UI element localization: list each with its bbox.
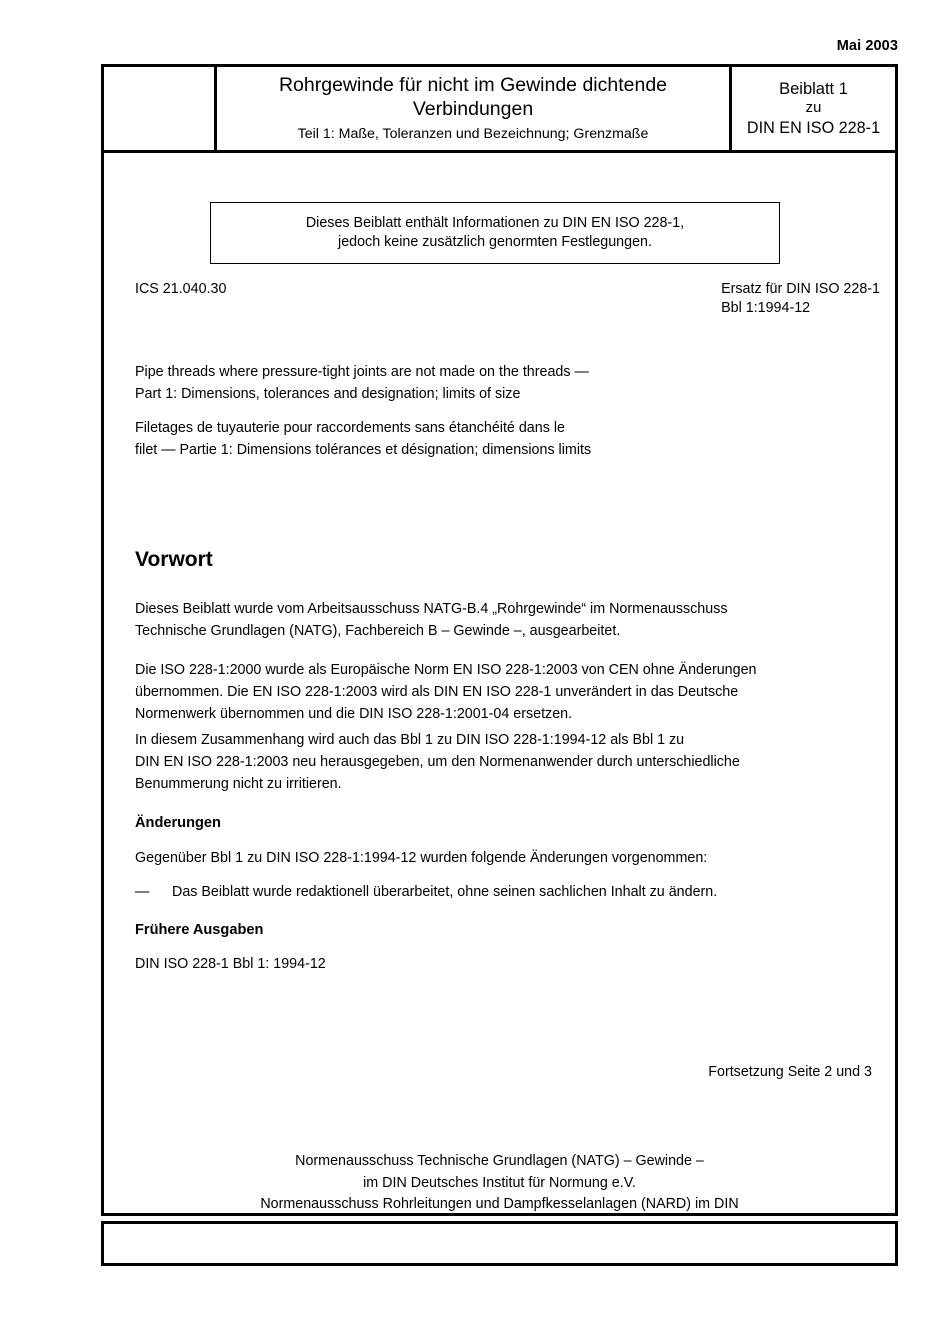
header-logo-cell bbox=[104, 67, 217, 150]
committee-line-1: Normenausschuss Technische Grundlagen (NATG) – Gewinde – bbox=[295, 1153, 704, 1169]
foreword-p1-line2: Technische Grundlagen (NATG), Fachbereich B – Gewinde –, ausgearbeitet. bbox=[135, 623, 621, 640]
supplement-connector: zu bbox=[805, 100, 822, 116]
french-title-line1: Filetages de tuyauterie pour raccordements sans étanchéité dans le bbox=[135, 420, 565, 436]
committee-line-2: im DIN Deutsches Institut für Normung e.V. bbox=[363, 1174, 636, 1191]
english-title-block bbox=[135, 361, 668, 405]
notice-box bbox=[210, 202, 780, 264]
french-title-block bbox=[135, 417, 668, 461]
header-title-line1: Rohrgewinde für nicht im Gewinde dichtende bbox=[278, 73, 668, 96]
foreword-paragraph-2 bbox=[135, 659, 872, 726]
changes-heading: Änderungen bbox=[135, 815, 221, 831]
replaces-line-2: Bbl 1:1994-12 bbox=[721, 300, 811, 316]
changes-bullet-text: Das Beiblatt wurde redaktionell überarbeitet, ohne seinen sachlichen Inhalt zu ändern. bbox=[172, 884, 718, 900]
header-supplement-cell bbox=[732, 67, 895, 150]
standard-header-table bbox=[101, 64, 898, 153]
header-title-cell bbox=[217, 67, 732, 150]
header-subtitle: Teil 1: Maße, Toleranzen und Bezeichnung; Grenzmaße bbox=[297, 125, 649, 142]
header-title-block bbox=[279, 73, 667, 121]
publication-date: Mai 2003 bbox=[836, 38, 898, 54]
foreword-p3-line1: In diesem Zusammenhang wird auch das Bbl 1 zu DIN ISO 228-1:1994-12 als Bbl 1 zu bbox=[135, 732, 685, 748]
foreword-p2-line1: Die ISO 228-1:2000 wurde als Europäische Norm EN ISO 228-1:2003 von CEN ohne Änderungen bbox=[135, 662, 757, 678]
english-title-line1: Pipe threads where pressure-tight joints are not made on the threads — bbox=[135, 364, 589, 380]
foreword-heading: Vorwort bbox=[135, 548, 213, 571]
replaces-block bbox=[721, 280, 880, 318]
foreword-paragraph-3 bbox=[135, 729, 872, 796]
foreword-p3-line3: Benummerung nicht zu irritieren. bbox=[135, 776, 342, 793]
changes-intro: Gegenüber Bbl 1 zu DIN ISO 228-1:1994-12 wurden folgende Änderungen vorgenommen: bbox=[135, 850, 708, 866]
french-title-line2: filet — Partie 1: Dimensions tolérances et désignation; dimensions limits bbox=[135, 442, 592, 458]
committee-footer bbox=[101, 1151, 898, 1216]
notice-line-2: jedoch keine zusätzlich genormten Festlegungen. bbox=[338, 234, 652, 250]
previous-editions-heading: Frühere Ausgaben bbox=[135, 922, 264, 938]
foreword-p3-line2: DIN EN ISO 228-1:2003 neu herausgegeben, um den Normenanwender durch unterschiedliche bbox=[135, 754, 740, 771]
committee-line-3: Normenausschuss Rohrleitungen und Dampfkesselanlagen (NARD) im DIN bbox=[260, 1196, 739, 1212]
english-title-line2: Part 1: Dimensions, tolerances and designation; limits of size bbox=[135, 386, 521, 402]
footer-bar bbox=[101, 1221, 898, 1266]
supplement-label: Beiblatt 1 bbox=[779, 80, 848, 98]
continuation-note: Fortsetzung Seite 2 und 3 bbox=[708, 1064, 872, 1080]
supplement-standard-number: DIN EN ISO 228-1 bbox=[746, 119, 881, 137]
em-dash-bullet-icon: — bbox=[135, 884, 150, 900]
ics-code: ICS 21.040.30 bbox=[135, 281, 227, 297]
notice-line-1: Dieses Beiblatt enthält Informationen zu DIN EN ISO 228-1, bbox=[305, 215, 685, 231]
foreword-p2-line3: Normenwerk übernommen und die DIN ISO 228-1:2001-04 ersetzen. bbox=[135, 706, 573, 723]
replaces-line-1: Ersatz für DIN ISO 228-1 bbox=[721, 281, 880, 297]
changes-bullet-item bbox=[135, 881, 872, 903]
foreword-paragraph-1 bbox=[135, 598, 872, 642]
header-title-line2: Verbindungen bbox=[412, 97, 534, 120]
foreword-p1-line1: Dieses Beiblatt wurde vom Arbeitsausschuss NATG-B.4 „Rohrgewinde“ im Normenausschuss bbox=[135, 601, 728, 617]
foreword-p2-line2: übernommen. Die EN ISO 228-1:2003 wird als DIN EN ISO 228-1 unverändert in das Deutsche bbox=[135, 684, 739, 701]
previous-editions-entry: DIN ISO 228-1 Bbl 1: 1994-12 bbox=[135, 956, 326, 972]
